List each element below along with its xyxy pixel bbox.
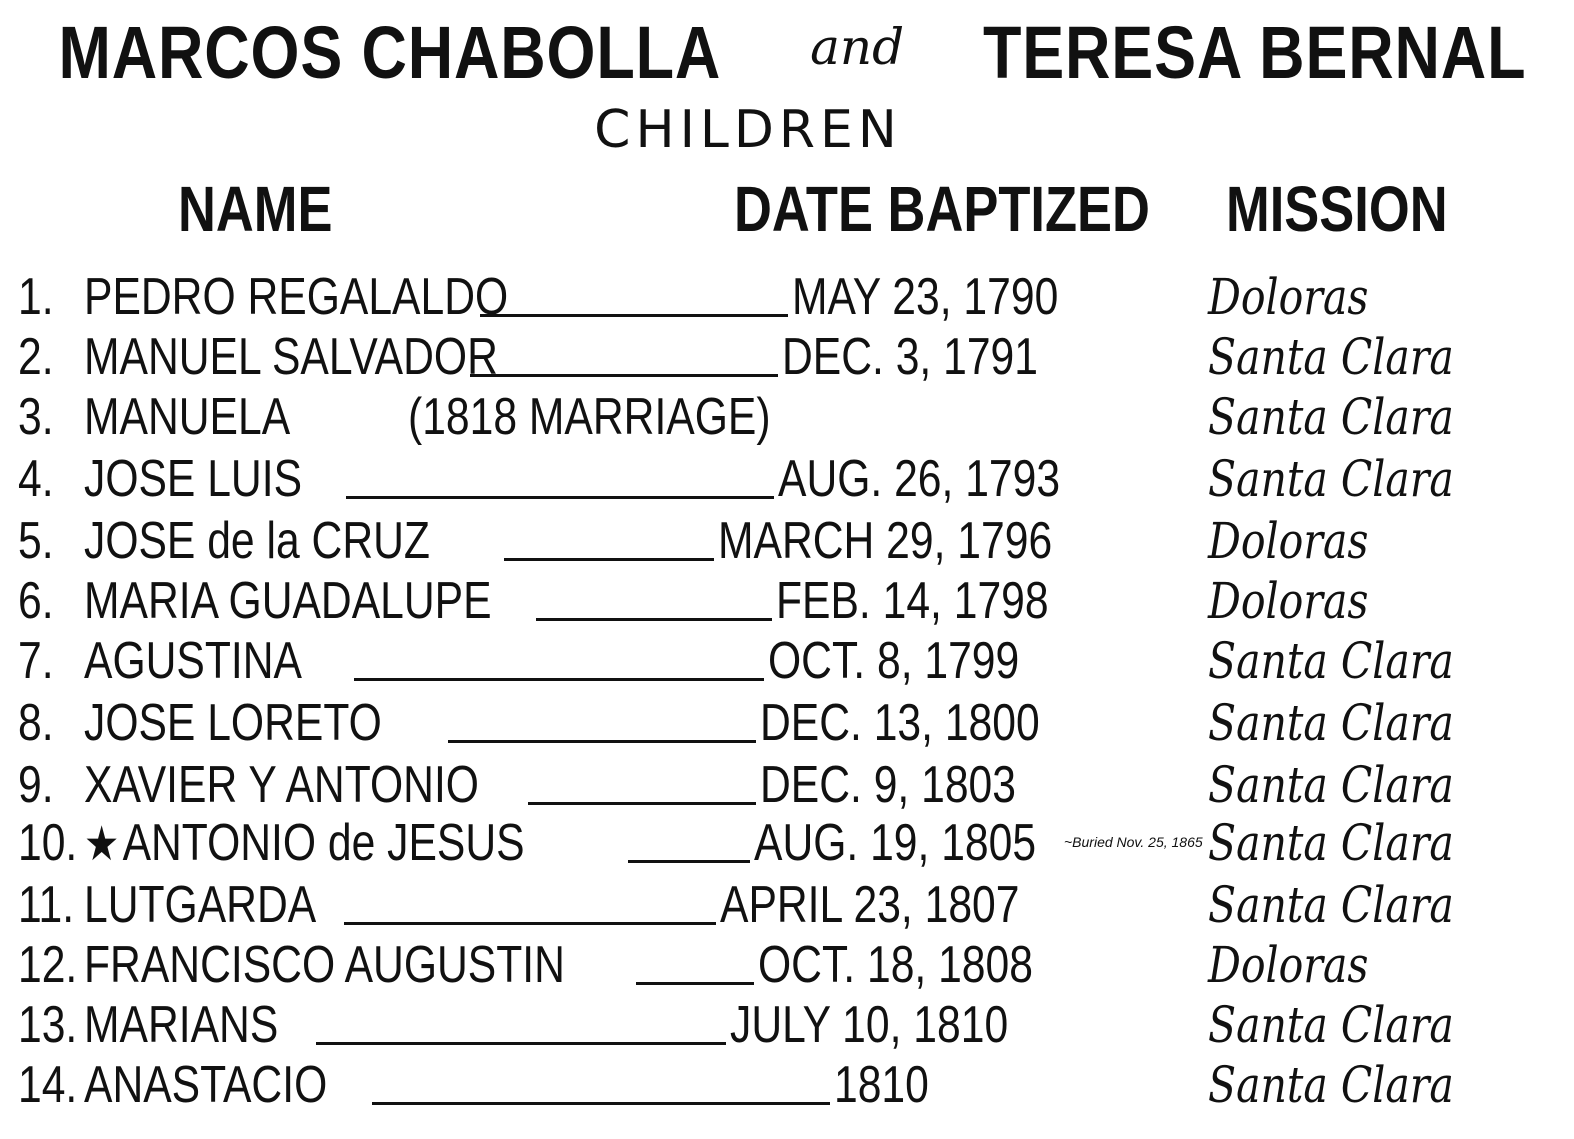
row-number: 2. <box>18 328 54 386</box>
baptism-date: OCT. 18, 1808 <box>758 936 1033 994</box>
baptism-date: OCT. 8, 1799 <box>768 632 1020 690</box>
leader-line <box>448 740 756 743</box>
child-row <box>0 876 1456 934</box>
mission-name: Doloras <box>1208 572 1369 630</box>
mission-name: Doloras <box>1208 512 1369 570</box>
mission-name: Doloras <box>1208 268 1369 326</box>
child-row <box>0 450 1456 508</box>
and-connector: and <box>810 18 905 76</box>
child-name: AGUSTINA <box>84 632 302 690</box>
mission-name: Santa Clara <box>1208 996 1454 1054</box>
mission-name: Santa Clara <box>1208 694 1454 752</box>
child-name: MANUEL SALVADOR <box>84 328 498 386</box>
row-number: 11. <box>18 876 75 934</box>
baptism-date: JULY 10, 1810 <box>730 996 1009 1054</box>
row-number: 1. <box>18 268 54 326</box>
leader-line <box>636 982 754 985</box>
child-row <box>0 694 1456 752</box>
child-name: XAVIER Y ANTONIO <box>84 756 479 814</box>
baptism-date: DEC. 9, 1803 <box>760 756 1016 814</box>
column-header-date: DATE BAPTIZED <box>734 173 1150 245</box>
child-row <box>0 512 1456 570</box>
leader-line <box>536 618 772 621</box>
mission-name: Santa Clara <box>1208 632 1454 690</box>
child-row <box>0 328 1456 386</box>
child-name: PEDRO REGALALDO <box>84 268 509 326</box>
child-name: LUTGARDA <box>84 876 317 934</box>
child-row <box>0 996 1456 1054</box>
mission-name: Santa Clara <box>1208 388 1454 446</box>
child-name: FRANCISCO AUGUSTIN <box>84 936 565 994</box>
baptism-date: AUG. 19, 1805 <box>754 814 1037 872</box>
leader-line <box>316 1042 726 1045</box>
row-number: 12. <box>18 936 78 994</box>
child-name <box>84 814 525 874</box>
baptism-date: 1810 <box>834 1056 929 1114</box>
mission-name: Santa Clara <box>1208 756 1454 814</box>
child-name: JOSE LORETO <box>84 694 382 752</box>
leader-line <box>354 678 764 681</box>
leader-line <box>346 496 774 499</box>
page-title <box>0 10 1526 95</box>
child-name: MANUELA <box>84 388 291 446</box>
leader-line <box>504 558 714 561</box>
child-row <box>0 814 1456 872</box>
mission-name: Santa Clara <box>1208 814 1454 872</box>
father-name: MARCOS CHABOLLA <box>58 11 722 94</box>
baptism-date: AUG. 26, 1793 <box>778 450 1061 508</box>
child-row <box>0 572 1456 630</box>
child-row <box>0 936 1456 994</box>
column-header-name: NAME <box>178 173 333 245</box>
burial-note: ~Buried Nov. 25, 1865 <box>1064 834 1203 850</box>
row-number: 14. <box>18 1056 78 1114</box>
leader-line <box>344 922 716 925</box>
child-name: ANASTACIO <box>84 1056 328 1114</box>
column-header-mission: MISSION <box>1226 173 1448 245</box>
mission-name: Santa Clara <box>1208 328 1454 386</box>
child-row <box>0 1056 1456 1114</box>
mission-name: Santa Clara <box>1208 1056 1454 1114</box>
baptism-date: DEC. 13, 1800 <box>760 694 1040 752</box>
child-name-text: ANTONIO de JESUS <box>122 814 525 872</box>
child-row <box>0 632 1456 690</box>
row-number: 9. <box>18 756 54 814</box>
baptism-date: MARCH 29, 1796 <box>718 512 1053 570</box>
child-row <box>0 388 1456 446</box>
baptism-date: APRIL 23, 1807 <box>720 876 1020 934</box>
row-number: 7. <box>18 632 54 690</box>
page-subtitle: CHILDREN <box>594 100 902 160</box>
row-number: 10. <box>18 814 78 872</box>
leader-line <box>628 860 750 863</box>
child-name: MARIA GUADALUPE <box>84 572 492 630</box>
row-number: 5. <box>18 512 54 570</box>
child-row <box>0 756 1456 814</box>
leader-line <box>372 1102 830 1105</box>
baptism-date: MAY 23, 1790 <box>792 268 1059 326</box>
child-row <box>0 268 1456 326</box>
row-number: 6. <box>18 572 54 630</box>
child-name: JOSE de la CRUZ <box>84 512 430 570</box>
leader-line <box>470 374 778 377</box>
marriage-note: (1818 MARRIAGE) <box>408 388 771 446</box>
leader-line <box>528 802 756 805</box>
mission-name: Doloras <box>1208 936 1369 994</box>
child-name: JOSE LUIS <box>84 450 303 508</box>
baptism-date: DEC. 3, 1791 <box>782 328 1038 386</box>
child-name: MARIANS <box>84 996 279 1054</box>
mission-name: Santa Clara <box>1208 450 1454 508</box>
row-number: 3. <box>18 388 54 446</box>
leader-line <box>480 314 788 317</box>
baptism-date: FEB. 14, 1798 <box>776 572 1049 630</box>
mother-name: TERESA BERNAL <box>982 11 1526 94</box>
mission-name: Santa Clara <box>1208 876 1454 934</box>
row-number: 4. <box>18 450 54 508</box>
row-number: 8. <box>18 694 54 752</box>
row-number: 13. <box>18 996 78 1054</box>
star-icon: ★ <box>84 818 120 871</box>
